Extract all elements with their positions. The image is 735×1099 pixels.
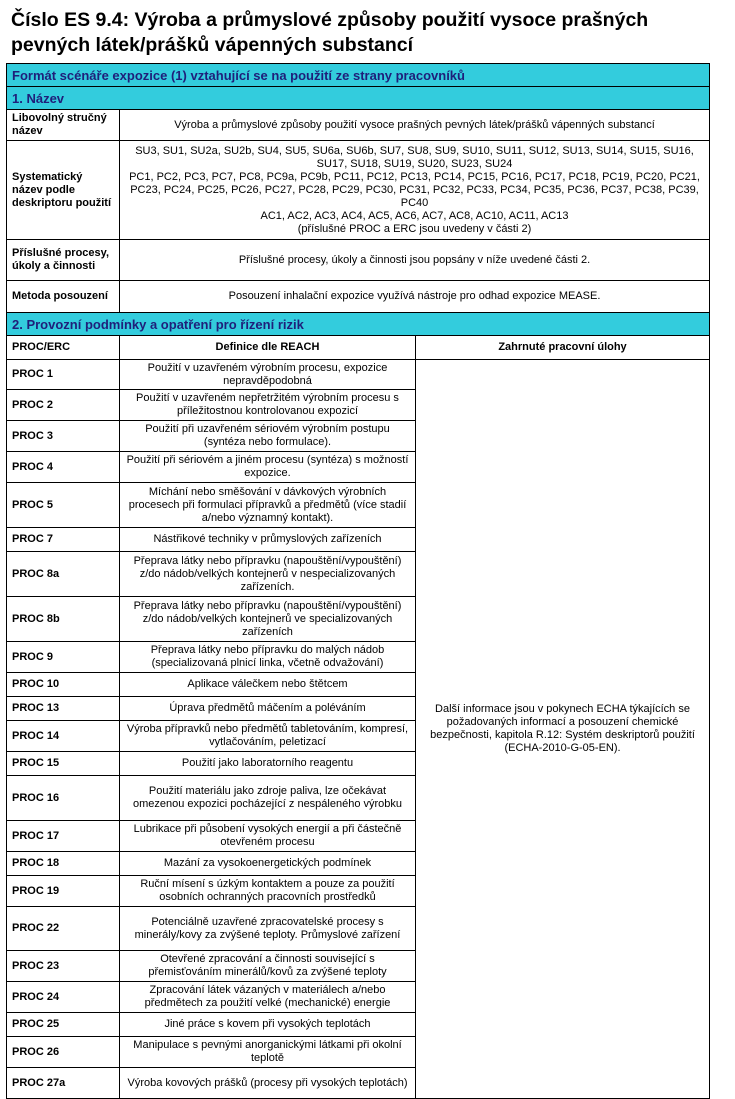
- proc-code: PROC 8a: [7, 552, 120, 597]
- proc-code: PROC 5: [7, 483, 120, 528]
- proc-code: PROC 23: [7, 951, 120, 982]
- proc-definition: Manipulace s pevnými anorganickými látkami při okolní teplotě: [120, 1037, 416, 1068]
- proc-definition: Výroba kovových prášků (procesy při vysokých teplotách): [120, 1068, 416, 1099]
- proc-definition: Použití v uzavřeném výrobním procesu, expozice nepravděpodobná: [120, 360, 416, 390]
- proc-definition: Zpracování látek vázaných v materiálech a/nebo předmětech za použití velké (mechanické) energie: [120, 982, 416, 1013]
- proc-definition: Výroba přípravků nebo předmětů tabletováním, kompresí, vytlačováním, peletizací: [120, 721, 416, 752]
- proc-code: PROC 26: [7, 1037, 120, 1068]
- proc-code: PROC 8b: [7, 597, 120, 642]
- name-row-label: Metoda posouzení: [7, 281, 120, 313]
- proc-code: PROC 17: [7, 821, 120, 852]
- section-format-header: Formát scénáře expozice (1) vztahující se na použití ze strany pracovníků: [7, 64, 710, 87]
- proc-code: PROC 4: [7, 452, 120, 483]
- column-header-tasks: Zahrnuté pracovní úlohy: [416, 336, 710, 360]
- proc-code: PROC 16: [7, 776, 120, 821]
- proc-code: PROC 9: [7, 642, 120, 673]
- proc-code: PROC 25: [7, 1013, 120, 1037]
- proc-definition: Lubrikace při působení vysokých energií a při částečně otevřeném procesu: [120, 821, 416, 852]
- proc-definition: Aplikace válečkem nebo štětcem: [120, 673, 416, 697]
- proc-definition: Potenciálně uzavřené zpracovatelské procesy s minerály/kovy za zvýšené teploty. Průmyslové zařízení: [120, 907, 416, 951]
- proc-definition: Přeprava látky nebo přípravku (napouštění/vypouštění) z/do nádob/velkých kontejnerů v nespecializovaných zařízeních.: [120, 552, 416, 597]
- proc-code: PROC 3: [7, 421, 120, 452]
- name-row-value: SU3, SU1, SU2a, SU2b, SU4, SU5, SU6a, SU6b, SU7, SU8, SU9, SU10, SU11, SU12, SU13, SU14, SU15, SU16, SU17, SU18, SU19, SU20, SU23, SU24 PC1, PC2, PC3, PC7, PC8, PC9a, PC9b, PC11, PC12, PC13, PC14, PC15, PC16, PC17, PC18, PC19, PC20, PC21, PC23, PC24, PC25, PC26, PC27, PC28, PC29, PC30, PC31, PC32, PC33, PC34, PC35, PC36, PC37, PC38, PC39, PC40 AC1, AC2, AC3, AC4, AC5, AC6, AC7, AC8, AC10, AC11, AC13 (příslušné PROC a ERC jsou uvedeny v části 2): [120, 141, 710, 240]
- proc-code: PROC 22: [7, 907, 120, 951]
- section-conditions-header: 2. Provozní podmínky a opatření pro řízení rizik: [7, 313, 710, 336]
- proc-definition: Ruční mísení s úzkým kontaktem a pouze za použití osobních ochranných pracovních prostředků: [120, 876, 416, 907]
- exposure-scenario-table: [6, 63, 710, 1099]
- proc-code: PROC 2: [7, 390, 120, 421]
- name-row: [7, 110, 710, 141]
- name-row: [7, 281, 710, 313]
- proc-code: PROC 24: [7, 982, 120, 1013]
- proc-code: PROC 14: [7, 721, 120, 752]
- proc-code: PROC 15: [7, 752, 120, 776]
- proc-definition: Použití při sériovém a jiném procesu (syntéza) s možností expozice.: [120, 452, 416, 483]
- proc-definition: Použití v uzavřeném nepřetržitém výrobním procesu s příležitostnou kontrolovanou expozicí: [120, 390, 416, 421]
- name-row-label: Libovolný stručný název: [7, 110, 120, 141]
- proc-code: PROC 18: [7, 852, 120, 876]
- name-row-value: Výroba a průmyslové způsoby použití vysoce prašných pevných látek/prášků vápenných substancí: [120, 110, 710, 141]
- name-row: [7, 240, 710, 281]
- proc-definition: Použití jako laboratorního reagentu: [120, 752, 416, 776]
- table-row: [7, 360, 710, 390]
- column-header-proc: PROC/ERC: [7, 336, 120, 360]
- proc-code: PROC 13: [7, 697, 120, 721]
- section-name-header: 1. Název: [7, 87, 710, 110]
- proc-definition: Nástřikové techniky v průmyslových zařízeních: [120, 528, 416, 552]
- proc-definition: Jiné práce s kovem při vysokých teplotách: [120, 1013, 416, 1037]
- proc-definition: Míchání nebo směšování v dávkových výrobních procesech při formulaci přípravků a předmětů (více stadií a/nebo významný kontakt).: [120, 483, 416, 528]
- name-row-value: Posouzení inhalační expozice využívá nástroje pro odhad expozice MEASE.: [120, 281, 710, 313]
- column-header-definition: Definice dle REACH: [120, 336, 416, 360]
- column-header-row: [7, 336, 710, 360]
- proc-definition: Mazání za vysokoenergetických podmínek: [120, 852, 416, 876]
- name-row: [7, 141, 710, 240]
- document-title: Číslo ES 9.4: Výroba a průmyslové způsoby použití vysoce prašných pevných látek/prášků vápenných substancí: [11, 9, 649, 56]
- proc-code: PROC 10: [7, 673, 120, 697]
- name-row-label: Příslušné procesy, úkoly a činnosti: [7, 240, 120, 281]
- name-row-value: Příslušné procesy, úkoly a činnosti jsou popsány v níže uvedené části 2.: [120, 240, 710, 281]
- proc-code: PROC 7: [7, 528, 120, 552]
- proc-definition: Úprava předmětů máčením a poléváním: [120, 697, 416, 721]
- tasks-description: Další informace jsou v pokynech ECHA týkajících se požadovaných informací a posouzení chemické bezpečnosti, kapitola R.12: Systém deskriptorů použití (ECHA-2010-G-05-EN).: [416, 360, 710, 1099]
- proc-definition: Použití při uzavřeném sériovém výrobním postupu (syntéza nebo formulace).: [120, 421, 416, 452]
- proc-code: PROC 27a: [7, 1068, 120, 1099]
- proc-definition: Otevřené zpracování a činnosti související s přemisťováním minerálů/kovů za zvýšené teploty: [120, 951, 416, 982]
- proc-definition: Přeprava látky nebo přípravku do malých nádob (specializovaná plnicí linka, včetně odvažování): [120, 642, 416, 673]
- name-row-label: Systematický název podle deskriptoru použití: [7, 141, 120, 240]
- proc-code: PROC 1: [7, 360, 120, 390]
- proc-definition: Přeprava látky nebo přípravku (napouštění/vypouštění) z/do nádob/velkých kontejnerů ve specializovaných zařízeních: [120, 597, 416, 642]
- proc-code: PROC 19: [7, 876, 120, 907]
- proc-definition: Použití materiálu jako zdroje paliva, lze očekávat omezenou expozici pocházející z nespáleného výrobku: [120, 776, 416, 821]
